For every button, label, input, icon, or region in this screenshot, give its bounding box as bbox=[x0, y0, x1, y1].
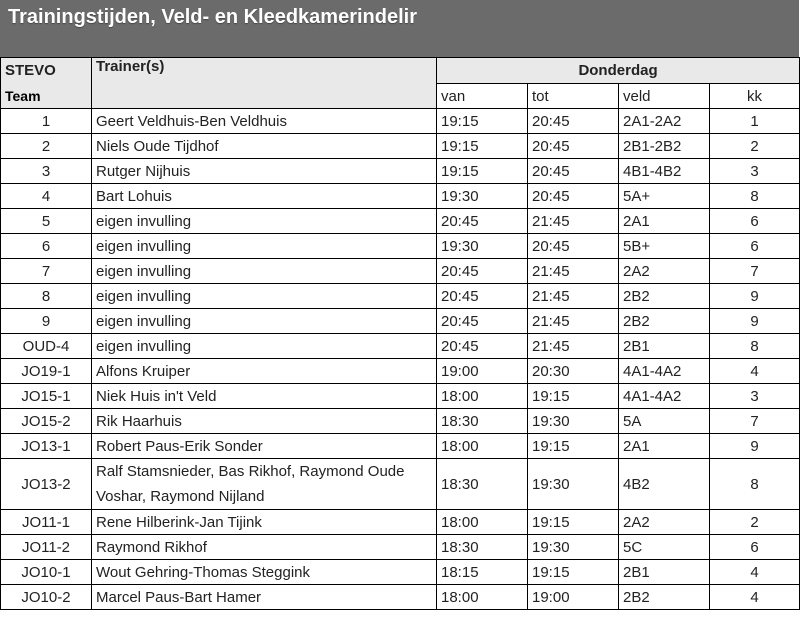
team-cell: JO13-1 bbox=[1, 434, 92, 459]
table-row bbox=[1, 434, 800, 459]
table-row bbox=[1, 359, 800, 384]
team-cell: JO15-1 bbox=[1, 384, 92, 409]
team-cell: 2 bbox=[1, 134, 92, 159]
trainer-cell: Robert Paus-Erik Sonder bbox=[92, 434, 437, 459]
trainer-cell: Rik Haarhuis bbox=[92, 409, 437, 434]
start-time-cell: 19:15 bbox=[437, 159, 528, 184]
dressing-room-cell: 1 bbox=[710, 109, 800, 134]
header-trainers: Trainer(s) bbox=[92, 58, 437, 109]
table-row bbox=[1, 234, 800, 259]
field-cell: 5B+ bbox=[619, 234, 710, 259]
field-cell: 2A2 bbox=[619, 259, 710, 284]
start-time-cell: 19:30 bbox=[437, 184, 528, 209]
team-cell: 3 bbox=[1, 159, 92, 184]
schedule-body bbox=[1, 109, 800, 610]
team-cell: JO11-2 bbox=[1, 535, 92, 560]
team-cell: 4 bbox=[1, 184, 92, 209]
table-row bbox=[1, 535, 800, 560]
trainer-cell: Rutger Nijhuis bbox=[92, 159, 437, 184]
dressing-room-cell: 8 bbox=[710, 184, 800, 209]
team-cell: 5 bbox=[1, 209, 92, 234]
end-time-cell: 19:15 bbox=[528, 560, 619, 585]
start-time-cell: 20:45 bbox=[437, 284, 528, 309]
end-time-cell: 21:45 bbox=[528, 309, 619, 334]
dressing-room-cell: 9 bbox=[710, 434, 800, 459]
start-time-cell: 19:30 bbox=[437, 234, 528, 259]
field-cell: 5A+ bbox=[619, 184, 710, 209]
end-time-cell: 21:45 bbox=[528, 259, 619, 284]
field-cell: 2B1 bbox=[619, 334, 710, 359]
end-time-cell: 21:45 bbox=[528, 209, 619, 234]
end-time-cell: 19:30 bbox=[528, 409, 619, 434]
trainer-cell: Ralf Stamsnieder, Bas Rikhof, Raymond Oude Voshar, Raymond Nijland bbox=[92, 459, 437, 510]
dressing-room-cell: 9 bbox=[710, 284, 800, 309]
table-row bbox=[1, 159, 800, 184]
trainer-cell: eigen invulling bbox=[92, 209, 437, 234]
header-veld: veld bbox=[619, 84, 710, 109]
end-time-cell: 19:30 bbox=[528, 535, 619, 560]
field-cell: 2B2 bbox=[619, 284, 710, 309]
end-time-cell: 19:00 bbox=[528, 585, 619, 610]
dressing-room-cell: 7 bbox=[710, 259, 800, 284]
field-cell: 4B1-4B2 bbox=[619, 159, 710, 184]
field-cell: 2B1-2B2 bbox=[619, 134, 710, 159]
end-time-cell: 19:15 bbox=[528, 510, 619, 535]
end-time-cell: 20:45 bbox=[528, 134, 619, 159]
start-time-cell: 18:15 bbox=[437, 560, 528, 585]
start-time-cell: 18:30 bbox=[437, 535, 528, 560]
team-cell: JO19-1 bbox=[1, 359, 92, 384]
trainer-cell: Geert Veldhuis-Ben Veldhuis bbox=[92, 109, 437, 134]
field-cell: 4B2 bbox=[619, 459, 710, 510]
team-cell: 7 bbox=[1, 259, 92, 284]
header-day: Donderdag bbox=[437, 58, 800, 84]
end-time-cell: 21:45 bbox=[528, 284, 619, 309]
trainer-cell: eigen invulling bbox=[92, 334, 437, 359]
dressing-room-cell: 8 bbox=[710, 459, 800, 510]
field-cell: 2B2 bbox=[619, 585, 710, 610]
table-row bbox=[1, 309, 800, 334]
start-time-cell: 19:15 bbox=[437, 134, 528, 159]
team-cell: JO13-2 bbox=[1, 459, 92, 510]
end-time-cell: 19:30 bbox=[528, 459, 619, 510]
dressing-room-cell: 4 bbox=[710, 585, 800, 610]
field-cell: 2A1-2A2 bbox=[619, 109, 710, 134]
dressing-room-cell: 4 bbox=[710, 560, 800, 585]
field-cell: 4A1-4A2 bbox=[619, 384, 710, 409]
table-row bbox=[1, 384, 800, 409]
header-team: Team bbox=[1, 84, 92, 109]
end-time-cell: 20:30 bbox=[528, 359, 619, 384]
team-cell: 1 bbox=[1, 109, 92, 134]
table-row bbox=[1, 259, 800, 284]
trainer-cell: Bart Lohuis bbox=[92, 184, 437, 209]
table-row bbox=[1, 510, 800, 535]
trainer-cell: Rene Hilberink-Jan Tijink bbox=[92, 510, 437, 535]
training-schedule-table bbox=[0, 57, 800, 610]
start-time-cell: 18:00 bbox=[437, 585, 528, 610]
field-cell: 5C bbox=[619, 535, 710, 560]
header-kk: kk bbox=[710, 84, 800, 109]
end-time-cell: 20:45 bbox=[528, 184, 619, 209]
team-cell: 8 bbox=[1, 284, 92, 309]
sheet-title-bar bbox=[0, 0, 799, 57]
trainer-cell: Marcel Paus-Bart Hamer bbox=[92, 585, 437, 610]
trainer-cell: eigen invulling bbox=[92, 284, 437, 309]
team-cell: JO11-1 bbox=[1, 510, 92, 535]
start-time-cell: 18:30 bbox=[437, 409, 528, 434]
team-cell: OUD-4 bbox=[1, 334, 92, 359]
header-van: van bbox=[437, 84, 528, 109]
end-time-cell: 19:15 bbox=[528, 434, 619, 459]
dressing-room-cell: 2 bbox=[710, 134, 800, 159]
end-time-cell: 20:45 bbox=[528, 109, 619, 134]
team-cell: JO10-2 bbox=[1, 585, 92, 610]
field-cell: 2A2 bbox=[619, 510, 710, 535]
table-row bbox=[1, 109, 800, 134]
table-row bbox=[1, 459, 800, 510]
start-time-cell: 18:30 bbox=[437, 459, 528, 510]
table-row bbox=[1, 560, 800, 585]
table-row bbox=[1, 334, 800, 359]
header-tot: tot bbox=[528, 84, 619, 109]
table-row bbox=[1, 409, 800, 434]
start-time-cell: 18:00 bbox=[437, 510, 528, 535]
dressing-room-cell: 6 bbox=[710, 209, 800, 234]
dressing-room-cell: 8 bbox=[710, 334, 800, 359]
start-time-cell: 20:45 bbox=[437, 334, 528, 359]
sheet-title: Trainingstijden, Veld- en Kleedkamerindelir bbox=[8, 6, 418, 28]
trainer-cell: eigen invulling bbox=[92, 259, 437, 284]
header-club: STEVO bbox=[1, 58, 92, 84]
team-cell: JO15-2 bbox=[1, 409, 92, 434]
trainer-cell: Alfons Kruiper bbox=[92, 359, 437, 384]
start-time-cell: 20:45 bbox=[437, 309, 528, 334]
field-cell: 4A1-4A2 bbox=[619, 359, 710, 384]
trainer-cell: Niek Huis in't Veld bbox=[92, 384, 437, 409]
team-cell: JO10-1 bbox=[1, 560, 92, 585]
dressing-room-cell: 9 bbox=[710, 309, 800, 334]
table-row bbox=[1, 134, 800, 159]
end-time-cell: 20:45 bbox=[528, 234, 619, 259]
field-cell: 5A bbox=[619, 409, 710, 434]
table-row bbox=[1, 209, 800, 234]
team-cell: 9 bbox=[1, 309, 92, 334]
trainer-cell: Raymond Rikhof bbox=[92, 535, 437, 560]
table-row bbox=[1, 184, 800, 209]
dressing-room-cell: 6 bbox=[710, 535, 800, 560]
dressing-room-cell: 2 bbox=[710, 510, 800, 535]
dressing-room-cell: 6 bbox=[710, 234, 800, 259]
trainer-cell: eigen invulling bbox=[92, 309, 437, 334]
start-time-cell: 20:45 bbox=[437, 259, 528, 284]
start-time-cell: 19:00 bbox=[437, 359, 528, 384]
end-time-cell: 21:45 bbox=[528, 334, 619, 359]
table-row bbox=[1, 585, 800, 610]
dressing-room-cell: 3 bbox=[710, 159, 800, 184]
field-cell: 2A1 bbox=[619, 434, 710, 459]
table-row bbox=[1, 284, 800, 309]
end-time-cell: 19:15 bbox=[528, 384, 619, 409]
team-cell: 6 bbox=[1, 234, 92, 259]
dressing-room-cell: 4 bbox=[710, 359, 800, 384]
trainer-cell: Wout Gehring-Thomas Steggink bbox=[92, 560, 437, 585]
start-time-cell: 19:15 bbox=[437, 109, 528, 134]
field-cell: 2B2 bbox=[619, 309, 710, 334]
trainer-cell: eigen invulling bbox=[92, 234, 437, 259]
start-time-cell: 18:00 bbox=[437, 384, 528, 409]
field-cell: 2B1 bbox=[619, 560, 710, 585]
start-time-cell: 18:00 bbox=[437, 434, 528, 459]
end-time-cell: 20:45 bbox=[528, 159, 619, 184]
dressing-room-cell: 7 bbox=[710, 409, 800, 434]
dressing-room-cell: 3 bbox=[710, 384, 800, 409]
field-cell: 2A1 bbox=[619, 209, 710, 234]
header-row-1 bbox=[1, 58, 800, 84]
start-time-cell: 20:45 bbox=[437, 209, 528, 234]
trainer-cell: Niels Oude Tijdhof bbox=[92, 134, 437, 159]
